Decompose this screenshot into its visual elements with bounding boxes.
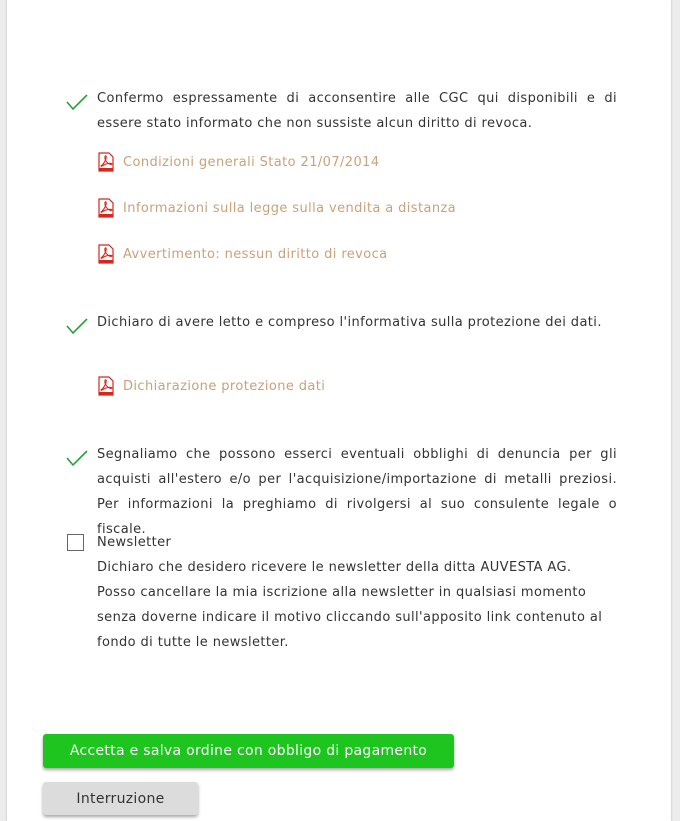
no-revocation-document-link[interactable]: [97, 243, 388, 265]
newsletter-consent-text: Dichiaro che desidero ricevere le newsletter della ditta AUVESTA AG. Posso cancellare la mia iscrizione alla newsletter in qualsiasi momento senza doverne indicare il motivo cliccando sull'apposito link contenuto al fondo di tutte le newsletter.: [97, 560, 603, 650]
newsletter-title: Newsletter: [97, 535, 172, 550]
pdf-icon: [97, 376, 115, 396]
check-icon: [65, 448, 89, 468]
reporting-obligations-notice: Segnaliamo che possono esserci eventuali obblighi di denuncia per gli acquisti all'estero e/o per l'acquisizione/importazione di metalli preziosi. Per informazioni la preghiamo di rivolgersi al suo consulente legale o fiscale.: [97, 447, 617, 537]
terms-consent-text: Confermo espressamente di acconsentire alle CGC qui disponibili e di essere stato informato che non sussiste alcun diritto di revoca.: [97, 91, 617, 131]
document-label: Informazioni sulla legge sulla vendita a distanza: [123, 200, 457, 216]
pdf-icon: [97, 244, 115, 264]
pdf-icon: [97, 152, 115, 172]
terms-document-link[interactable]: [97, 151, 380, 173]
distance-selling-document-link[interactable]: [97, 197, 456, 219]
pdf-icon: [97, 198, 115, 218]
check-icon: [65, 92, 89, 112]
privacy-document-link[interactable]: [97, 375, 325, 397]
accept-and-save-order-button[interactable]: Accetta e salva ordine con obbligo di pagamento: [43, 734, 454, 768]
newsletter-checkbox[interactable]: [67, 534, 84, 551]
check-icon: [65, 316, 89, 336]
document-label: Avvertimento: nessun diritto di revoca: [123, 246, 388, 262]
document-label: Condizioni generali Stato 21/07/2014: [123, 154, 380, 170]
document-label: Dichiarazione protezione dati: [123, 378, 326, 394]
privacy-consent-text: Dichiaro di avere letto e compreso l'informativa sulla protezione dei dati.: [97, 315, 602, 330]
cancel-button[interactable]: Interruzione: [43, 782, 198, 815]
